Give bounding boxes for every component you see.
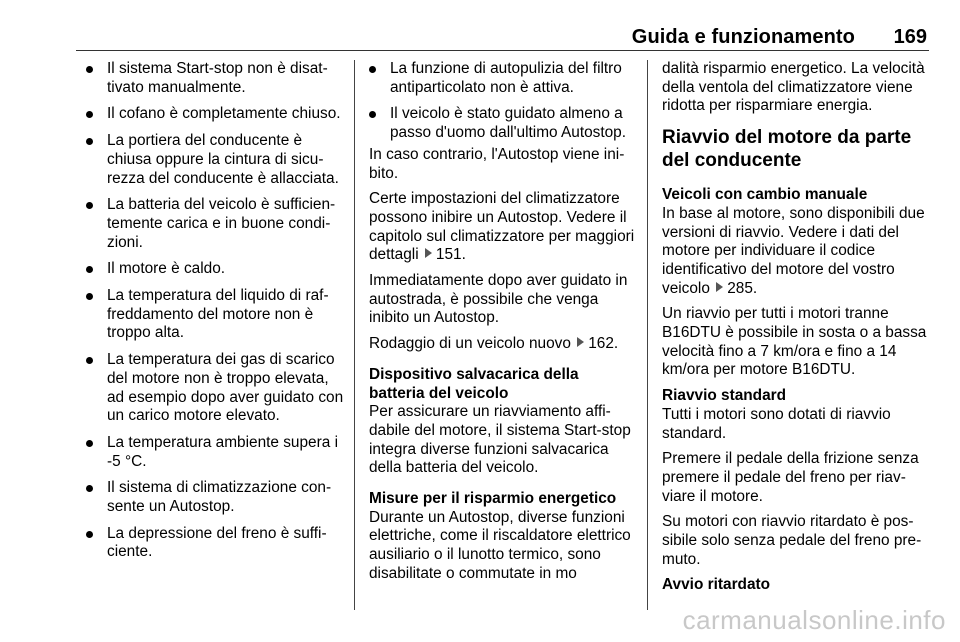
paragraph: In base al motore, sono disponibili due versioni di riavvio. Vedere i dati del motore per individuare il codice identificativo del motore del vostro veicolo 285. — [662, 204, 925, 297]
paragraph: Immediatamente dopo aver guidato in autostrada, è possibile che venga inibito un Autostop. — [369, 272, 628, 327]
bullet-icon — [86, 66, 93, 73]
bullet-icon — [86, 293, 93, 300]
arrow-right-icon — [577, 337, 584, 347]
paragraph: Per assicurare un riavviamento affidabile del motore, il sistema Start-stop integra diverse funzioni salvacarica della batteria del veicolo. — [369, 403, 631, 477]
page-number: 169 — [893, 26, 927, 48]
arrow-right-icon — [716, 282, 723, 292]
list-item: La temperatura ambiente supera i -5 °C. — [86, 434, 344, 471]
paragraph: Su motori con riavvio ritardato è possibile solo senza pedale del freno premuto. — [662, 513, 922, 568]
paragraph: Premere il pedale della frizione senza premere il pedale del freno per riavviare il motore. — [662, 450, 919, 505]
page-title: Guida e funzionamento — [631, 26, 855, 48]
watermark: carmanualsonline.info — [682, 605, 946, 635]
arrow-right-icon — [425, 248, 432, 258]
subheading: Veicoli con cambio manuale — [662, 186, 868, 204]
list-item: La funzione di autopulizia del filtro antiparticolato non è attiva. — [369, 60, 635, 97]
bullet-icon — [86, 357, 93, 364]
paragraph: dalità risparmio energetico. La velocità della ventola del climatizzatore viene ridotta per risparmiare energia. — [662, 60, 925, 115]
bullet-icon — [369, 66, 376, 73]
subheading: Misure per il risparmio energetico — [369, 490, 617, 508]
list-item: Il motore è caldo. — [86, 260, 344, 279]
column-divider — [354, 60, 355, 610]
list-item: La batteria del veicolo è sufficientemente carica e in buone condizioni. — [86, 196, 344, 252]
paragraph: Certe impostazioni del climatizzatore possono inibire un Autostop. Vedere il capitolo sul climatizzatore per maggiori dettagli 151. — [369, 190, 635, 264]
list-item: La portiera del conducente è chiusa oppure la cintura di sicurezza del conducente è allacciata. — [86, 132, 344, 188]
column-3 — [662, 60, 928, 595]
column-divider — [647, 60, 648, 610]
list-item: Il veicolo è stato guidato almeno a passo d'uomo dall'ultimo Autostop. — [369, 105, 635, 142]
list-item: Il sistema di climatizzazione consente un Autostop. — [86, 479, 344, 516]
list-item: La temperatura dei gas di scarico del motore non è troppo elevata, ad esempio dopo aver guidato con un carico motore elevato. — [86, 351, 344, 426]
bullet-icon — [86, 202, 93, 209]
list-item: La temperatura del liquido di raffreddamento del motore non è troppo alta. — [86, 287, 344, 343]
subheading: Riavvio standard — [662, 387, 787, 405]
list-item: Il cofano è completamente chiuso. — [86, 105, 344, 124]
paragraph: Un riavvio per tutti i motori tranne B16DTU è possibile in sosta o a bassa velocità fino a 7 km/ora e fino a 14 km/ora per motore B16DTU. — [662, 305, 927, 379]
paragraph: Durante un Autostop, diverse funzioni elettriche, come il riscaldatore elettrico ausiliario o il lunotto termico, sono disabilitate o commutate in mo — [369, 508, 631, 582]
list-item: La depressione del freno è sufficiente. — [86, 525, 344, 562]
bullet-icon — [86, 440, 93, 447]
bullet-icon — [86, 485, 93, 492]
column-1 — [86, 60, 344, 570]
list-item: Il sistema Start-stop non è disattivato manualmente. — [86, 60, 344, 97]
subheading: Avvio ritardato — [662, 576, 771, 594]
paragraph: Tutti i motori sono dotati di riavvio standard. — [662, 405, 891, 442]
paragraph: In caso contrario, l'Autostop viene inibito. — [369, 145, 625, 182]
section-heading: Riavvio del motore da parte del conducente — [662, 127, 912, 172]
page-reference[interactable]: 285. — [714, 280, 757, 299]
bullet-icon — [86, 138, 93, 145]
paragraph: Rodaggio di un veicolo nuovo 162. — [369, 335, 619, 353]
page-reference[interactable]: 151. — [423, 246, 466, 265]
bullet-icon — [86, 111, 93, 118]
column-2 — [369, 60, 635, 584]
bullet-icon — [86, 531, 93, 538]
page-header — [76, 0, 929, 51]
subheading: Dispositivo salvacarica della batteria del veicolo — [369, 365, 579, 402]
bullet-icon — [369, 111, 376, 118]
bullet-icon — [86, 266, 93, 273]
page-reference[interactable]: 162. — [575, 335, 618, 354]
